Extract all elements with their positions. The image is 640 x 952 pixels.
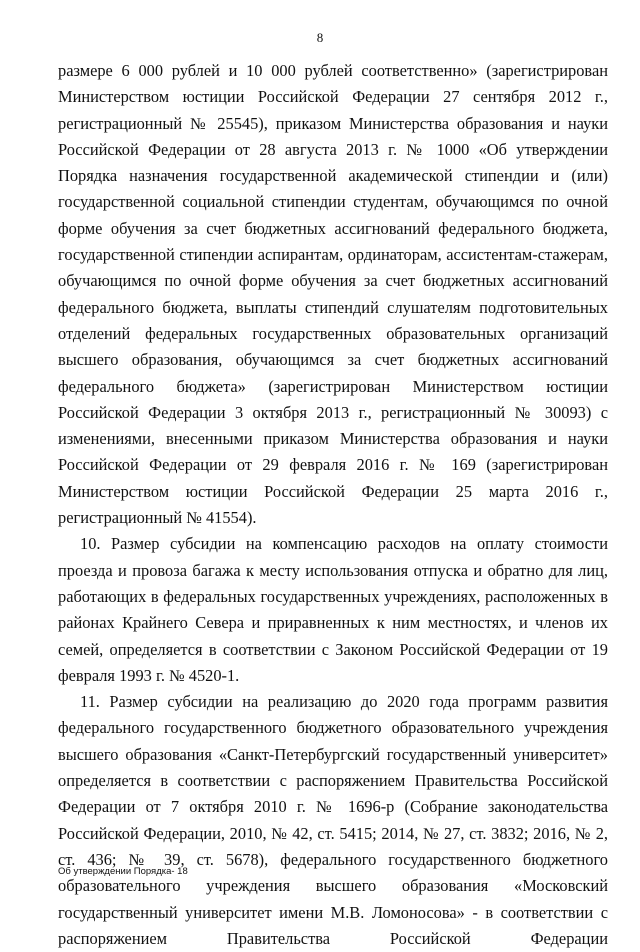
paragraph-continuation: размере 6 000 рублей и 10 000 рублей соответственно» (зарегистрирован Министерством юстиции Российской Федерации 27 сентября 2012 г., регистрационный № 25545), приказом Министерства образования и науки Российской Федерации от 28 августа 2013 г. № 1000 «Об утверждении Порядка назначения государственной академической стипендии и (или) государственной социальной стипендии студентам, обучающимся по очной форме обучения за счет бюджетных ассигнований федерального бюджета, государственной стипендии аспирантам, ординаторам, ассистентам-стажерам, обучающимся по очной форме обучения за счет бюджетных ассигнований федерального бюджета, выплаты стипендий слушателям подготовительных отделений федеральных государственных образовательных организаций высшего образования, обучающимся за счет бюджетных ассигнований федерального бюджета» (зарегистрирован Министерством юстиции Российской Федерации 3 октября 2013 г., регистрационный № 30093) с изменениями, внесенными приказом Министерства образования и науки Российской Федерации от 29 февраля 2016 г. № 169 (зарегистрирован Министерством юстиции Российской Федерации 25 марта 2016 г., регистрационный № 41554). xyxy=(58,61,608,528)
footer-note: Об утверждении Порядка- 18 xyxy=(58,866,188,877)
paragraph-11: 11. Размер субсидии на реализацию до 2020 года программ развития федерального государственного бюджетного образовательного учреждения высшего образования «Санкт-Петербургский государственный университет» определяется в соответствии с распоряжением Правительства Российской Федерации от 7 октября 2010 г. № 1696-р (Собрание законодательства Российской Федерации, 2010, № 42, ст. 5415; 2014, № 27, ст. 3832; 2016, № 2, ст. 436; № 39, ст. 5678), федерального государственного бюджетного образовательного учреждения высшего образования «Московский государственный университет имени М.В. Ломоносова» - в соответствии с распоряжением Правительства Российской Федерации xyxy=(58,692,608,948)
document-body xyxy=(58,58,608,952)
paragraph-10: 10. Размер субсидии на компенсацию расходов на оплату стоимости проезда и провоза багажа к месту использования отпуска и обратно для лиц, работающих в федеральных государственных учреждениях, расположенных в районах Крайнего Севера и приравненных к ним местностях, и членов их семей, определяется в соответствии с Законом Российской Федерации от 19 февраля 1993 г. № 4520-1. xyxy=(58,534,608,685)
page-number: 8 xyxy=(316,30,324,45)
